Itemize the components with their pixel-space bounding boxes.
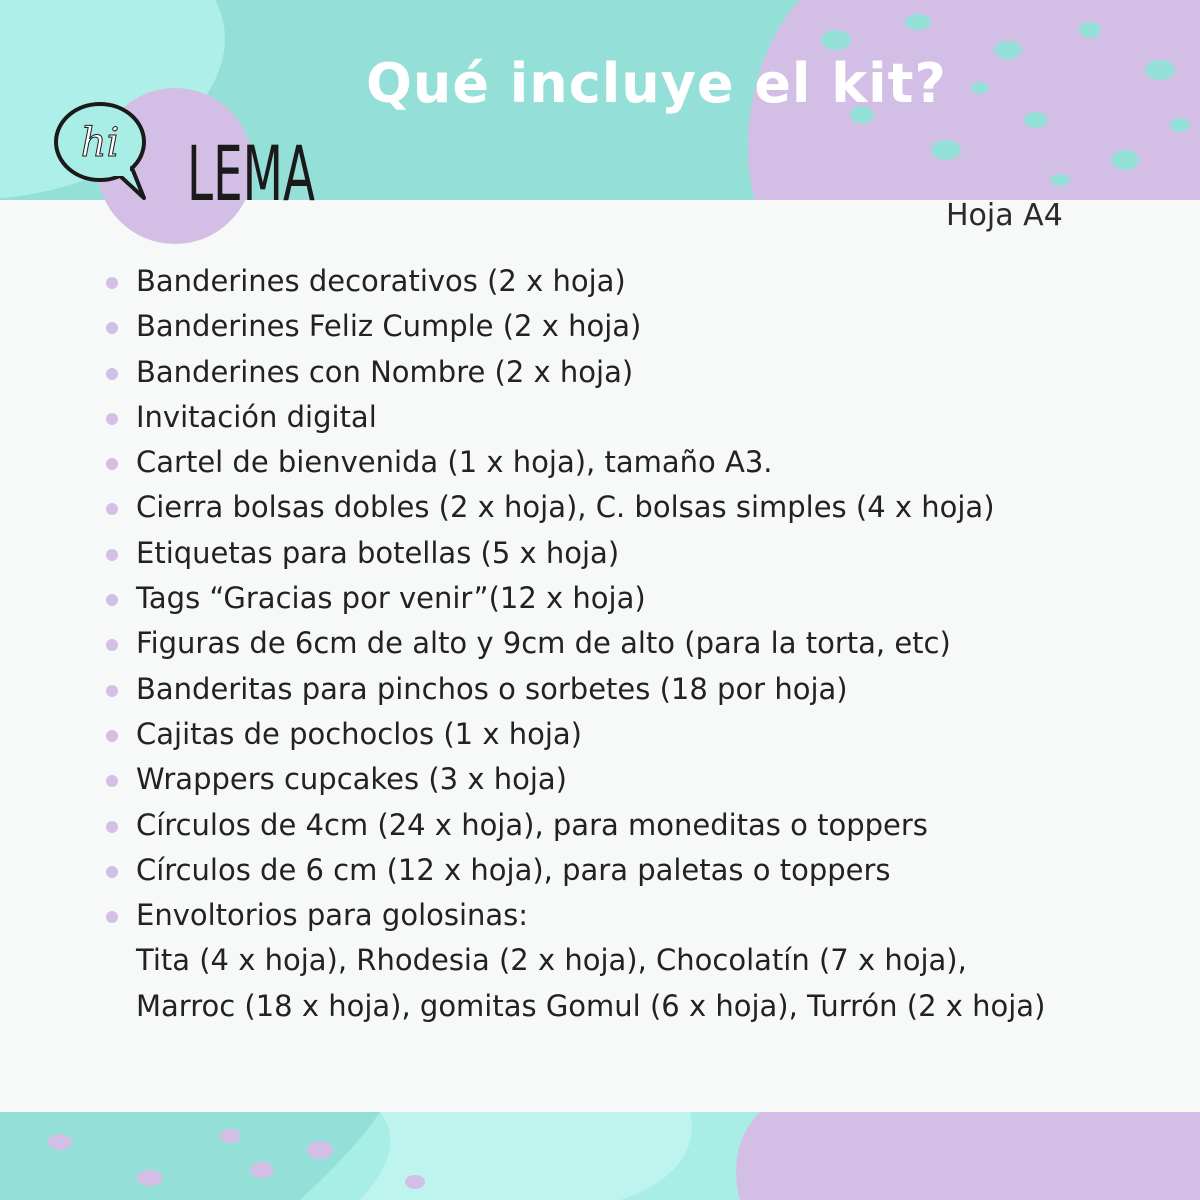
list-item bbox=[100, 304, 1045, 349]
bullet-icon bbox=[106, 594, 118, 606]
bullet-icon bbox=[106, 322, 118, 334]
item-text: Tags “Gracias por venir”(12 x hoja) bbox=[136, 581, 646, 616]
bullet-icon bbox=[106, 413, 118, 425]
list-item bbox=[100, 440, 1045, 485]
item-text: Banderitas para pinchos o sorbetes (18 por hoja) bbox=[136, 671, 848, 706]
bullet-icon bbox=[106, 368, 118, 380]
item-text: Cartel de bienvenida (1 x hoja), tamaño A3. bbox=[136, 445, 773, 480]
list-item bbox=[100, 621, 1045, 666]
bullet-icon bbox=[106, 458, 118, 470]
bullet-icon bbox=[106, 503, 118, 515]
item-text: Envoltorios para golosinas: bbox=[136, 898, 529, 933]
brand-logo bbox=[52, 50, 320, 250]
item-text: Banderines decorativos (2 x hoja) bbox=[136, 264, 626, 298]
item-text: Figuras de 6cm de alto y 9cm de alto (para la torta, etc) bbox=[136, 626, 951, 661]
item-text: Etiquetas para botellas (5 x hoja) bbox=[136, 535, 620, 570]
item-text: Banderines con Nombre (2 x hoja) bbox=[136, 354, 634, 389]
list-item bbox=[100, 848, 1045, 893]
list-item bbox=[100, 803, 1045, 848]
logo-greeting: hi bbox=[80, 120, 120, 166]
bullet-icon bbox=[106, 730, 118, 742]
list-item bbox=[100, 485, 1045, 530]
item-text: Círculos de 4cm (24 x hoja), para moneditas o toppers bbox=[136, 807, 928, 842]
bullet-icon bbox=[106, 549, 118, 561]
bullet-icon bbox=[106, 639, 118, 651]
bullet-icon bbox=[106, 866, 118, 878]
item-text: Wrappers cupcakes (3 x hoja) bbox=[136, 762, 567, 797]
logo-brand: LEMA bbox=[187, 129, 315, 218]
bullet-icon bbox=[106, 277, 118, 289]
item-text: Invitación digital bbox=[136, 399, 377, 434]
item-text: Banderines Feliz Cumple (2 x hoja) bbox=[136, 309, 642, 344]
item-text: Cajitas de pochoclos (1 x hoja) bbox=[136, 716, 582, 751]
item-detail-line: Marroc (18 x hoja), gomitas Gomul (6 x hoja), Turrón (2 x hoja) bbox=[136, 988, 1046, 1023]
list-item bbox=[100, 531, 1045, 576]
item-detail-line: Tita (4 x hoja), Rhodesia (2 x hoja), Chocolatín (7 x hoja), bbox=[136, 943, 967, 978]
list-item bbox=[100, 757, 1045, 802]
list-item bbox=[100, 350, 1045, 395]
bullet-icon bbox=[106, 821, 118, 833]
bullet-icon bbox=[106, 775, 118, 787]
footer-band bbox=[0, 1112, 1200, 1200]
list-item bbox=[100, 712, 1045, 757]
item-text: Círculos de 6 cm (12 x hoja), para paletas o toppers bbox=[136, 852, 891, 887]
item-text: Cierra bolsas dobles (2 x hoja), C. bolsas simples (4 x hoja) bbox=[136, 490, 995, 525]
kit-items-list bbox=[100, 259, 1045, 1029]
list-item bbox=[100, 667, 1045, 712]
page-title: Qué incluye el kit? bbox=[366, 52, 947, 115]
list-item bbox=[100, 576, 1045, 621]
footer-decoration bbox=[0, 1112, 1200, 1200]
bullet-icon bbox=[106, 685, 118, 697]
list-item bbox=[100, 259, 1045, 304]
list-item bbox=[100, 893, 1045, 1029]
bullet-icon bbox=[106, 911, 118, 923]
list-item bbox=[100, 395, 1045, 440]
sheet-size-label: Hoja A4 bbox=[946, 198, 1063, 233]
